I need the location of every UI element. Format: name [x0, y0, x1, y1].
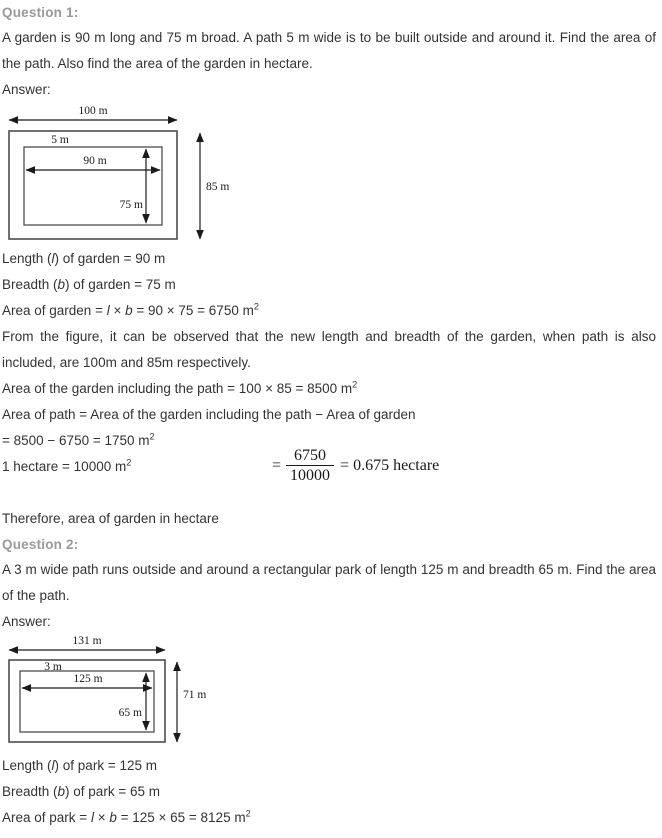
question-1-step-length — [0, 246, 662, 272]
calc-text-3: 1 hectare = 10000 m — [2, 459, 127, 474]
calc-line-garden-with-path — [0, 376, 662, 402]
fraction-equals-sign-2: = — [340, 456, 350, 474]
area-lead-1: Area of garden = — [2, 303, 107, 318]
label-outer-height-2: 71 m — [183, 689, 207, 701]
step-breadth-suffix-1: ) of garden = 75 m — [65, 277, 176, 292]
calc-text-0: Area of the garden including the path = 100 × 85 = 8500 m — [2, 381, 353, 396]
label-outer-width-2: 131 m — [72, 635, 102, 647]
question-2-step-breadth — [0, 779, 662, 805]
calc-sup-2: 2 — [149, 431, 155, 442]
area-times-2: × — [93, 810, 110, 825]
question-1-observation: From the figure, it can be observed that the new length and breadth of the garden, when path is also included, are 100m and 85m respectively. — [2, 329, 656, 370]
calc-text-1: Area of path = Area of the garden including the path − Area of garden — [2, 407, 416, 422]
label-inner-width-1: 90 m — [83, 155, 107, 167]
question-1-answer-label: Answer: — [2, 82, 51, 97]
area-variable-l-1: l — [106, 303, 110, 318]
label-outer-width-1: 100 m — [78, 105, 108, 117]
calc-line-area-of-path — [0, 402, 662, 428]
calc-sup-0: 2 — [352, 379, 358, 390]
area-variable-b-1: b — [125, 303, 133, 318]
garden-with-path-diagram — [0, 103, 662, 246]
step-breadth-suffix-2: ) of park = 65 m — [65, 784, 160, 799]
variable-b-1: b — [57, 277, 66, 292]
area-variable-b-2: b — [109, 810, 117, 825]
fraction-numerator: 6750 — [294, 447, 327, 464]
variable-l-2: l — [51, 758, 55, 773]
area-rest-1: = 90 × 75 = 6750 m — [132, 303, 254, 318]
fraction-equals-sign: = — [272, 456, 282, 474]
step-length-suffix-2: ) of park = 125 m — [54, 758, 157, 773]
hectare-fraction-expression — [272, 447, 439, 484]
fraction-denominator: 10000 — [286, 465, 334, 484]
label-path-width-1: 5 m — [51, 134, 69, 146]
fraction-6750-over-10000 — [286, 447, 334, 484]
step-length-prefix-2: Length ( — [2, 758, 52, 773]
question-2-step-length — [0, 753, 662, 779]
question-2-answer-label: Answer: — [2, 614, 51, 629]
park-with-path-diagram — [0, 635, 662, 753]
step-breadth-prefix-2: Breadth ( — [2, 784, 58, 799]
area-times-1: × — [109, 303, 126, 318]
question-2-heading: Question 2: — [2, 537, 79, 552]
question-block-2 — [0, 532, 662, 831]
question-1-heading: Question 1: — [2, 5, 79, 20]
area-rest-2: = 125 × 65 = 8125 m — [116, 810, 246, 825]
calc-sup-3: 2 — [126, 457, 132, 468]
step-breadth-prefix-1: Breadth ( — [2, 277, 58, 292]
question-1-area-line — [0, 298, 662, 324]
variable-b-2: b — [57, 784, 66, 799]
question-1-conclusion-text: Therefore, area of garden in hectare — [2, 511, 219, 526]
fraction-result-value: 0.675 — [353, 456, 390, 474]
step-length-suffix-1: ) of garden = 90 m — [54, 251, 166, 266]
fraction-result-group — [337, 457, 439, 475]
step-length-prefix-1: Length ( — [2, 251, 52, 266]
label-inner-height-2: 65 m — [118, 707, 142, 719]
calc-text-2: = 8500 − 6750 = 1750 m — [2, 433, 150, 448]
question-2-body: A 3 m wide path runs outside and around a rectangular park of length 125 m and breadth 65 m. Find the area of the path. — [2, 562, 656, 603]
area-lead-2: Area of park = — [2, 810, 91, 825]
variable-l-1: l — [51, 251, 55, 266]
label-inner-width-2: 125 m — [73, 673, 103, 685]
question-1-body: A garden is 90 m long and 75 m broad. A path 5 m wide is to be built outside and around it. Find the area of the path. Also find the area of the garden in hectare. — [2, 30, 656, 71]
question-2-area-line — [0, 805, 662, 831]
question-1-step-breadth — [0, 272, 662, 298]
fraction-result-unit: hectare — [393, 456, 440, 474]
label-path-width-2: 3 m — [44, 661, 62, 673]
area-superscript-2: 2 — [245, 808, 251, 819]
area-variable-l-2: l — [90, 810, 94, 825]
area-superscript-1: 2 — [253, 301, 259, 312]
label-outer-height-1: 85 m — [206, 181, 230, 193]
label-inner-height-1: 75 m — [119, 199, 143, 211]
